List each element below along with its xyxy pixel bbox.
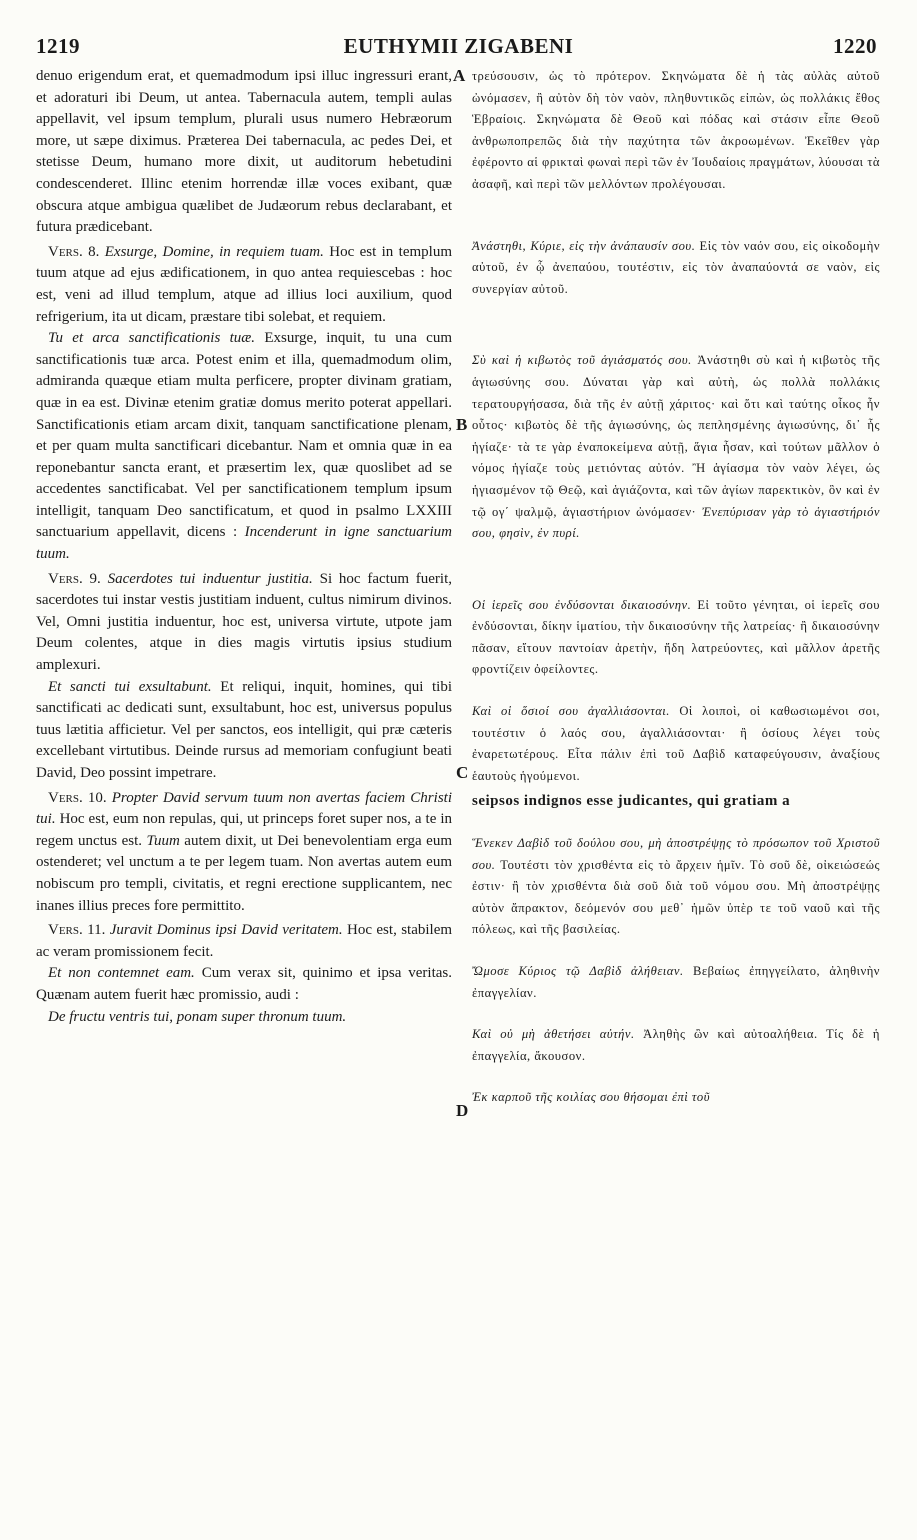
latin-paragraph: Et non contemnet eam. Cum verax sit, quinimo et ipsa veritas. Quænam autem fuerit hæc promissio, audi : [36,965,453,1003]
latin-paragraph: Et sancti tui exsultabunt. Et reliqui, inquit, homines, qui tibi sanctificati ac dedicati sunt, exsultabunt, hoc est, universus populus tuus lætitia afficietur. Vel per sanctos, eos intelligit, qui præ cæteris excellebant virtutibus. Deinde rursus ad memoriam confugiunt beati David, Deo possint impetrare. [36,678,452,781]
latin-paragraph: Vers. 11. Juravit Dominus ipsi David veritatem. Hoc est, stabilem ac veram promissionem fecit. [36,922,453,960]
margin-marker-d: D [456,1101,469,1120]
margin-marker-c: C [456,763,469,782]
greek-paragraph: Σὺ καὶ ἡ κιβωτὸς τοῦ ἁγιάσματός σου. Ἀνάστηθι σὺ καὶ ἡ κιβωτὸς τῆς ἁγιωσύνης σου. Δύναται γὰρ καὶ αὐτὴ, ὡς πολλὰ πολλάκις τερατουργήσασα, διὰ τῆς ἐν αὐτῇ χάριτος· καὶ ὅτι καὶ ταύτης οἶκος ἦν οὗτος· κιβωτὸς δὲ τῆς ἁγιωσύνης, ὡς πεπλησμένης ἁγιωσύνης, δι᾽ ἧς ἡγίαζε· τὰ τε γὰρ ἐναποκείμενα αὐτῇ, ἅγια ἦσαν, καὶ τούτων μᾶλλον ὁ νόμος ἡγίαζε τοὺς μετιόντας αὐτόν. Ἢ ἁγίασμα τὸν ναὸν λέγει, ὡς ἡγιασμένον τῷ Θεῷ, καὶ ἁγιάζοντα, καὶ τῶν ἁγίων παρεκτικὸν, ὃν καὶ ἐν τῷ ογ΄ ψαλμῷ, ἁγιαστήριον ὠνόμασεν· Ἐνεπύρισαν γὰρ τὸ ἁγιαστήριόν σου, φησὶν, ἐν πυρί. [472,353,880,541]
greek-paragraph: Ἀνάστηθι, Κύριε, εἰς τὴν ἀνάπαυσίν σου. Εἰς τὸν ναόν σου, εἰς οἰκοδομὴν αὐτοῦ, ἐν ᾧ ἀνεπαύου, τουτέστιν, εἰς τὸν ἀναπαύοντά σε ναὸν, εἰς συνεργίαν αὐτοῦ. [472,238,881,296]
right-page-number: 1220 [833,34,877,58]
latin-paragraph: Vers. 8. Exsurge, Domine, in requiem tuam. Hoc est in templum tuum atque ad ejus ædificationem, in quo antea requiescebas : hoc est, veni ad illud templum, atque ad illius loci auxilium, quod refrigerium, ita ut dicam, præstare tibi solebat, et requiem. [36,243,452,325]
greek-paragraph: Καὶ οἱ ὅσιοί σου ἀγαλλιάσονται. Οἱ λοιποὶ, οἱ καθωσιωμένοι σοι, τουτέστιν ὁ λαός σου, ἀγαλλιάσονται· ἢ ὁσίους λέγει τοὺς ἐναρετωτέρους. Εἶτα πάλιν ἐπὶ τοῦ Δαβὶδ καταφεύγουσιν, ἀναξίους ἑαυτοὺς ἡγούμενοι. [472,704,880,783]
greek-paragraph: Ἐκ καρποῦ τῆς κοιλίας σου θήσομαι ἐπὶ τοῦ [472,1090,710,1105]
latin-paragraph: Vers. 10. Propter David servum tuum non avertas faciem Christi tui. Hoc est, eum non repulas, qui, ut princeps foret super nos, a te in regem unctus est. Tuum autem dixit, ut Dei benevolentiam erga eum ostenderet; vel unctum a te per legem tuam. Non avertas autem eum nobiscum pro templi, civitatis, et regni erectione supplicantem, nec inanes illius preces fore permittito. [36,789,452,914]
greek-column [472,66,880,1109]
running-title: EUTHYMII ZIGABENI [343,34,574,58]
latin-paragraph: denuo erigendum erat, et quemadmodum ipsi illuc ingressuri erant, et adoraturi ibi Deum, ut antea. Tabernacula autem, templi aulas appellavit, vel ipsum templum, plurali usus numero Hebræorum more, ut sæpe diximus. Præterea Dei tabernacula, ac pedes Dei, et stetisse Deum, humano more dixit, ut auditorum hebetudini condescenderet. Illinc etenim horrendæ illæ voces exibant, quæ obscura atque ambigua quælibet de Judæorum rebus declarabant, et futura prædicebant. [36,68,452,236]
latin-paragraph: Tu et arca sanctificationis tuæ. Exsurge, inquit, tu una cum sanctificationis tuæ arca. Potest enim et illa, quemadmodum olim, admiranda quæque etiam multa perficere, propter divinam gratiam, quæ in ea est. Divinæ etenim gratiæ domus merito poterat appellari. Sanctificationis etiam arcam dixit, tanquam sanctificatione plenam, et per quam multa sanctificari dicebantur. Nam et omnia quæ in ea reponebantur sancta erant, et præsertim lex, quæ quoslibet ad se accedentes sanctificabat. Vel per sanctificationem templum ipsum intelligit, tanquam Deo sanctificatum, et quod in psalmo LXXIII sanctuarium appellavit, dicens : Incenderunt in igne sanctuarium tuum. [36,330,453,563]
greek-paragraph: Οἱ ἱερεῖς σου ἐνδύσονται δικαιοσύνην. Εἰ τοῦτο γένηται, οἱ ἱερεῖς σου ἐνδύσονται, δίκην ἱματίου, τὴν δικαιοσύνην τῆς λατρείας· ἢ δικαιοσύνην πᾶσαν, εἴτουν παντοίαν ἀρετὴν, ἤδη λατρεύοντες, καὶ μᾶλλον ἀρετῆς φροντίζειν ὀφείλοντες. [472,597,880,677]
margin-marker-a: A [453,66,466,85]
left-page-number: 1219 [36,34,80,58]
greek-paragraph: Ἕνεκεν Δαβὶδ τοῦ δούλου σου, μὴ ἀποστρέψῃς τὸ πρόσωπον τοῦ Χριστοῦ σου. Τουτέστι τὸν χρισθέντα εἰς τὸ ἄρχειν ἡμῖν. Τὸ σοῦ δὲ, οἰκειώσεώς ἐστιν· ἢ τὸν χρισθέντα διὰ σοῦ διὰ τοῦ νόμου σου. Μὴ ἀποστρέψῃς αὐτὸν ἄπρακτον, δεόμενόν σου μεθ᾽ ἡμῶν ὑπὲρ τε τοῦ ναοῦ καὶ τῆς πόλεως, καὶ τῆς βασιλείας. [472,836,881,937]
greek-paragraph: Καὶ οὐ μὴ ἀθετήσει αὐτήν. Ἀληθὴς ὢν καὶ αὐτοαλήθεια. Τίς δὲ ἡ ἐπαγγελία, ἄκουσον. [472,1027,880,1063]
margin-marker-b: B [456,415,468,434]
latin-paragraph: Vers. 9. Sacerdotes tui induentur justitia. Si hoc factum fuerit, sacerdotes tui instar vestis justitiam induent, cultus nimirum divinos. Vel, Omni justitia induentur, hoc est, universa virtute, utpote jam Deum colentes, atque in dies magis virtutis ipsius studium amplexuri. [36,570,453,674]
latin-column [36,66,452,1028]
latin-paragraph: De fructu ventris tui, ponam super thronum tuum. [48,1008,347,1025]
greek-paragraph: τρεύσουσιν, ὡς τὸ πρότερον. Σκηνώματα δὲ ἡ τὰς αὐλὰς αὐτοῦ ὠνόμασεν, ἢ αὐτὸν δὴ τὸν ναὸν, πληθυντικῶς εἰπὼν, ὡς πολλάκις ἔθος Ἑβραίοις. Σκηνώματα δὲ Θεοῦ καὶ πόδας καὶ στάσιν εἶπε Θεοῦ ἀνθρωποπρεπῶς διὰ τὴν παχύτητα τῶν ἀκροωμένων. Ἐκεῖθεν γὰρ ἐφέροντο αἱ φρικταὶ φωναὶ περὶ τῶν ἐν Ἰουδαίοις πραγμάτων, λύουσαι τὰ ἀσαφῆ, καὶ περὶ τῶν μελλόντων προλέγουσαι. [472,69,880,191]
latin-continuation: seipsos indignos esse judicantes, qui gratiam a [472,793,791,810]
greek-paragraph: Ὤμοσε Κύριος τῷ Δαβὶδ ἀλήθειαν. Βεβαίως ἐπηγγείλατο, ἀληθινὴν ἐπαγγελίαν. [472,964,881,1000]
